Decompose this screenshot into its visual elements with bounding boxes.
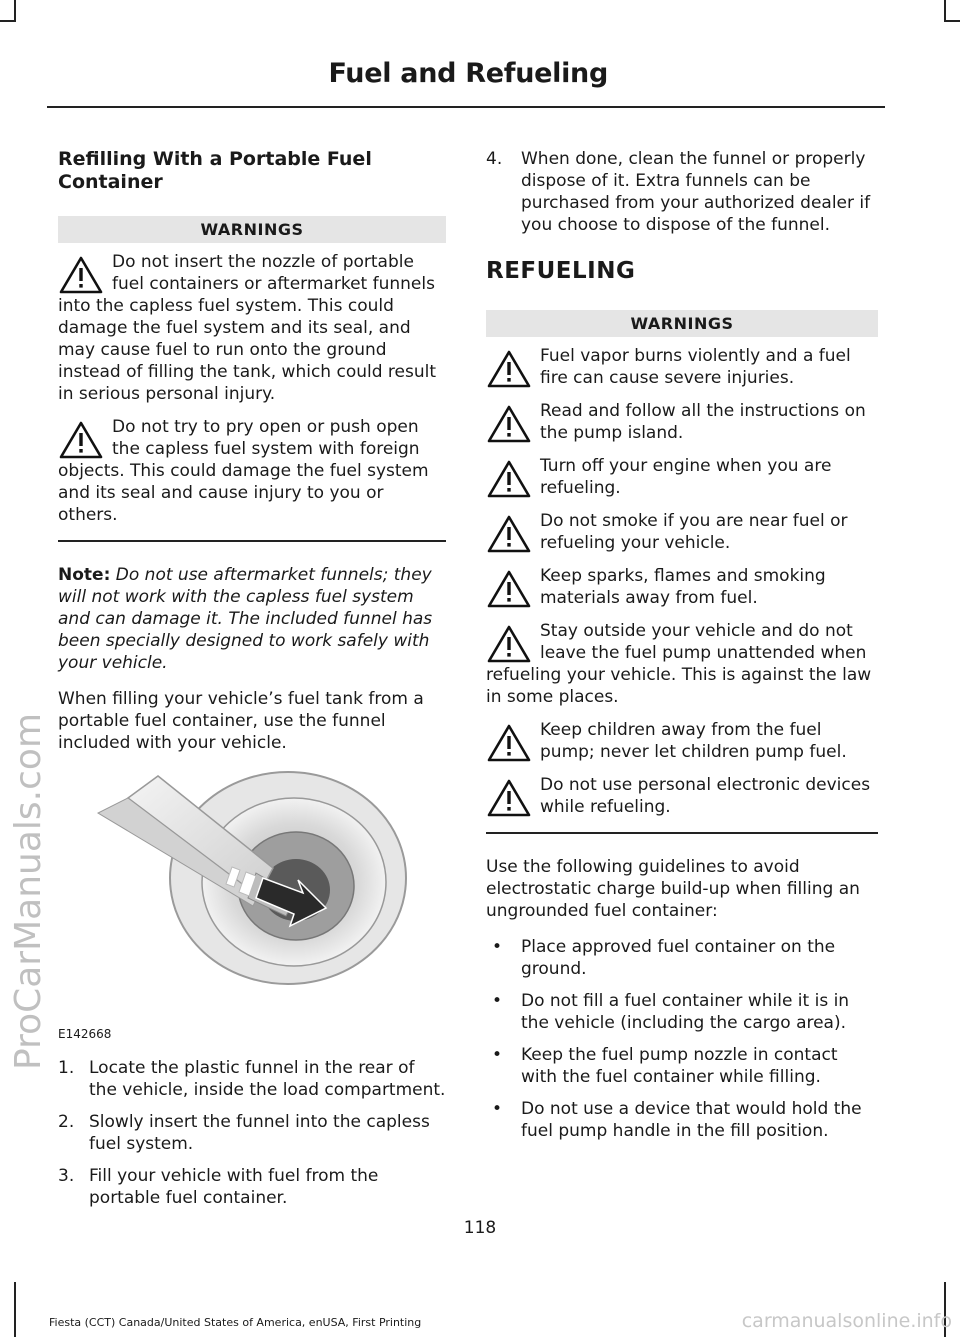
funnel-into-filler-image <box>58 768 446 1043</box>
warning-item <box>486 620 878 708</box>
list-item <box>486 1044 878 1088</box>
list-item <box>58 1057 446 1101</box>
bullet: • <box>492 937 503 957</box>
page-title: Fuel and Refueling <box>328 58 608 89</box>
warning-item <box>58 251 446 405</box>
warning-text: Do not try to pry open or push open the capless fuel system with foreign objects. This could damage the fuel system and its seal and cause injury to you or others. <box>58 417 429 525</box>
warning-triangle-icon <box>486 459 532 499</box>
warning-text: Keep children away from the fuel pump; never let children pump fuel. <box>540 720 847 762</box>
side-watermark: ProCarManuals.com <box>8 712 49 1070</box>
warning-triangle-icon <box>58 420 104 460</box>
step-text: Slowly insert the funnel into the capless fuel system. <box>89 1112 430 1154</box>
list-item <box>486 990 878 1034</box>
guidelines-list <box>486 936 878 1142</box>
warning-triangle-icon <box>486 569 532 609</box>
warning-triangle-icon <box>486 723 532 763</box>
step-number: 1. <box>58 1058 75 1078</box>
header-rule <box>47 106 885 108</box>
intro-paragraph: When filling your vehicle’s fuel tank from a portable fuel container, use the funnel included with your vehicle. <box>58 689 424 753</box>
warning-item <box>486 455 878 499</box>
steps-list-continued <box>486 148 878 236</box>
left-column <box>58 140 446 1219</box>
warning-item <box>486 345 878 389</box>
bullet: • <box>492 1045 503 1065</box>
bottom-watermark: carmanualsonline.info <box>741 1310 952 1332</box>
warning-item <box>486 719 878 763</box>
warning-item <box>486 565 878 609</box>
steps-list <box>58 1057 446 1209</box>
warning-text: Do not use personal electronic devices while refueling. <box>540 775 871 817</box>
warning-item <box>486 774 878 818</box>
note <box>58 564 446 674</box>
step-number: 3. <box>58 1166 75 1186</box>
warning-item <box>486 400 878 444</box>
warning-triangle-icon <box>486 349 532 389</box>
step-number: 4. <box>486 149 503 169</box>
crop-mark <box>0 20 16 22</box>
list-item <box>58 1111 446 1155</box>
crop-mark <box>14 1282 16 1337</box>
figure-code: E142668 <box>58 1027 112 1041</box>
warnings-header: WARNINGS <box>486 310 878 337</box>
warning-triangle-icon <box>486 514 532 554</box>
warning-text: Read and follow all the instructions on the pump island. <box>540 401 866 443</box>
note-label: Note: <box>58 565 111 585</box>
step-text: When done, clean the funnel or properly dispose of it. Extra funnels can be purchased from your authorized dealer if you choose to dispose of the funnel. <box>521 149 871 235</box>
bullet-text: Do not use a device that would hold the fuel pump handle in the fill position. <box>521 1099 862 1141</box>
warning-text: Fuel vapor burns violently and a fuel fire can cause severe injuries. <box>540 346 851 388</box>
warning-triangle-icon <box>486 624 532 664</box>
right-column <box>486 140 878 1152</box>
warning-text: Do not insert the nozzle of portable fuel containers or aftermarket funnels into the capless fuel system. This could damage the fuel system and its seal, and may cause fuel to run onto the ground instead of filling the tank, which could result in serious personal injury. <box>58 252 437 404</box>
warnings-divider <box>486 832 878 834</box>
bullet-text: Place approved fuel container on the ground. <box>521 937 836 979</box>
warning-triangle-icon <box>486 404 532 444</box>
guidelines-intro: Use the following guidelines to avoid electrostatic charge build-up when filling an ungrounded fuel container: <box>486 857 860 921</box>
warnings-header: WARNINGS <box>58 216 446 243</box>
footer-text: Fiesta (CCT) Canada/United States of America, enUSA, First Printing <box>49 1316 422 1329</box>
warning-text: Stay outside your vehicle and do not leave the fuel pump unattended when refueling your vehicle. This is against the law in some places. <box>486 621 872 707</box>
crop-mark <box>14 0 16 22</box>
step-text: Fill your vehicle with fuel from the portable fuel container. <box>89 1166 379 1208</box>
bullet-text: Do not fill a fuel container while it is in the vehicle (including the cargo area). <box>521 991 850 1033</box>
note-text: Do not use aftermarket funnels; they will not work with the capless fuel system and can damage it. The included funnel has been specially designed to work safely with your vehicle. <box>58 565 433 673</box>
step-number: 2. <box>58 1112 75 1132</box>
warning-text: Keep sparks, flames and smoking materials away from fuel. <box>540 566 826 608</box>
warning-item <box>58 416 446 526</box>
warning-triangle-icon <box>486 778 532 818</box>
crop-mark <box>944 0 946 22</box>
bullet-text: Keep the fuel pump nozzle in contact with the fuel container while filling. <box>521 1045 838 1087</box>
page-number: 118 <box>463 1218 497 1238</box>
step-text: Locate the plastic funnel in the rear of the vehicle, inside the load compartment. <box>89 1058 446 1100</box>
funnel-illustration <box>58 768 446 1043</box>
list-item <box>486 148 878 236</box>
list-item <box>58 1165 446 1209</box>
bullet: • <box>492 991 503 1011</box>
section-heading: Refilling With a Portable Fuel Container <box>58 148 372 193</box>
warning-item <box>486 510 878 554</box>
warning-text: Do not smoke if you are near fuel or refueling your vehicle. <box>540 511 848 553</box>
warnings-divider <box>58 540 446 542</box>
list-item <box>486 936 878 980</box>
section-title: REFUELING <box>486 258 636 284</box>
crop-mark <box>944 20 960 22</box>
warning-triangle-icon <box>58 255 104 295</box>
list-item <box>486 1098 878 1142</box>
bullet: • <box>492 1099 503 1119</box>
warning-text: Turn off your engine when you are refueling. <box>540 456 832 498</box>
